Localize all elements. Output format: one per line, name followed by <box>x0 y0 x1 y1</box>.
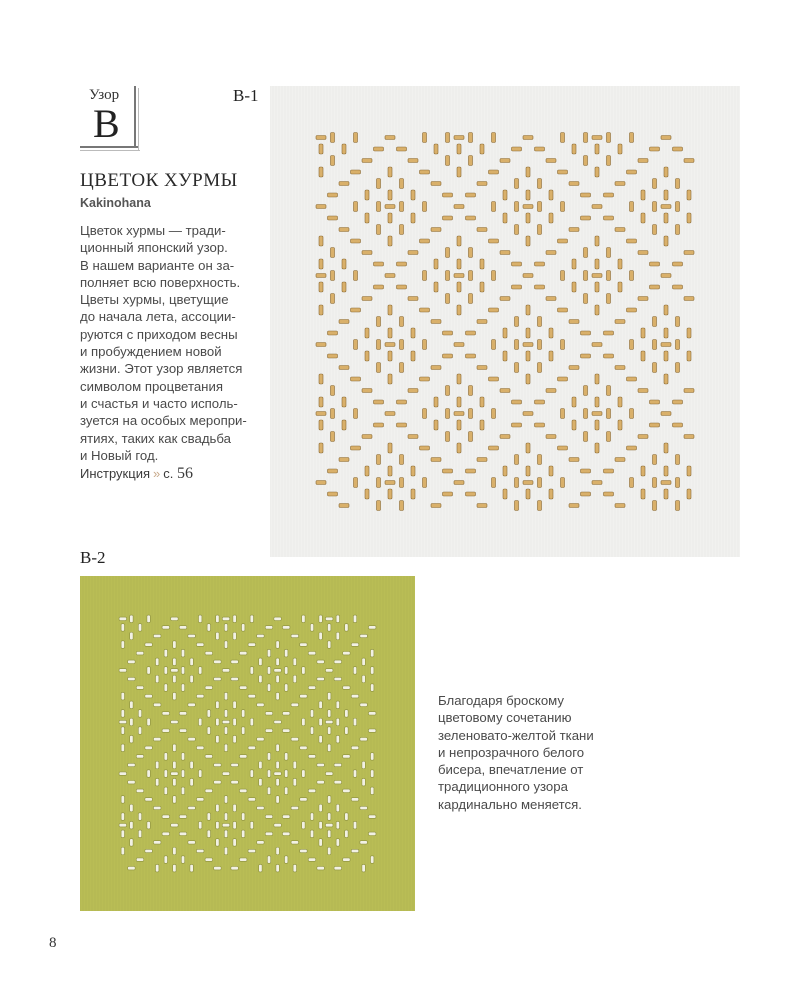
figure-label-b1: B-1 <box>233 86 259 105</box>
double-chevron-right-icon: » <box>153 466 161 481</box>
description-line: полняет всю поверхность. <box>80 274 241 290</box>
photo-b1-gold-beads-on-white <box>270 86 740 557</box>
box-border-bottom <box>80 146 138 148</box>
instruction-label: Инструкция <box>80 466 150 481</box>
instruction-reference[interactable] <box>80 465 193 483</box>
page-ref-number: 56 <box>176 465 193 482</box>
pattern-heading-box <box>80 86 136 148</box>
description-line: зуется на особых меропри- <box>80 413 247 429</box>
description-line: ционный японский узор. <box>80 240 228 256</box>
description-line: и Новый год. <box>80 447 159 463</box>
bead-pattern-graphic <box>80 576 415 911</box>
description-line: Цветок хурмы — тради- <box>80 223 226 238</box>
description-line: руются с приходом весны <box>80 326 238 342</box>
description-line: и пробуждением новой <box>80 344 222 360</box>
description-line: В нашем варианте он за- <box>80 257 235 273</box>
pattern-subtitle: Kakinohana <box>80 196 151 210</box>
pattern-description <box>80 222 270 464</box>
pattern-title: ЦВЕТОК ХУРМЫ <box>80 170 238 191</box>
caption-line: и непрозрачного белого <box>438 744 585 760</box>
description-line: и счастья и часто исполь- <box>80 395 238 411</box>
box-shadow-right <box>138 88 139 151</box>
description-line: ятиях, таких как свадьба <box>80 430 231 446</box>
bead-pattern-graphic <box>270 86 740 557</box>
caption-line: зеленовато-желтой ткани <box>438 727 594 743</box>
caption-line: Благодаря броскому <box>438 693 564 708</box>
b2-caption <box>438 692 628 813</box>
box-shadow-bottom <box>80 150 140 151</box>
caption-line: традиционного узора <box>438 779 568 795</box>
description-line: жизни. Этот узор является <box>80 361 243 377</box>
figure-label-b2: B-2 <box>80 548 106 567</box>
description-line: Цветы хурмы, цветущие <box>80 292 229 308</box>
photo-b2-white-beads-on-green <box>80 576 415 911</box>
caption-line: цветовому сочетанию <box>438 710 572 726</box>
page-number: 8 <box>49 935 57 951</box>
description-line: до начала лета, ассоции- <box>80 309 236 325</box>
description-line: символом процветания <box>80 378 223 394</box>
pattern-letter: B <box>93 101 120 146</box>
caption-line: кардинально меняется. <box>438 796 582 812</box>
box-border-right <box>134 86 136 148</box>
pattern-word: Узор <box>89 87 120 103</box>
page-ref-prefix: с. <box>163 466 174 481</box>
caption-line: бисера, впечатление от <box>438 762 584 778</box>
